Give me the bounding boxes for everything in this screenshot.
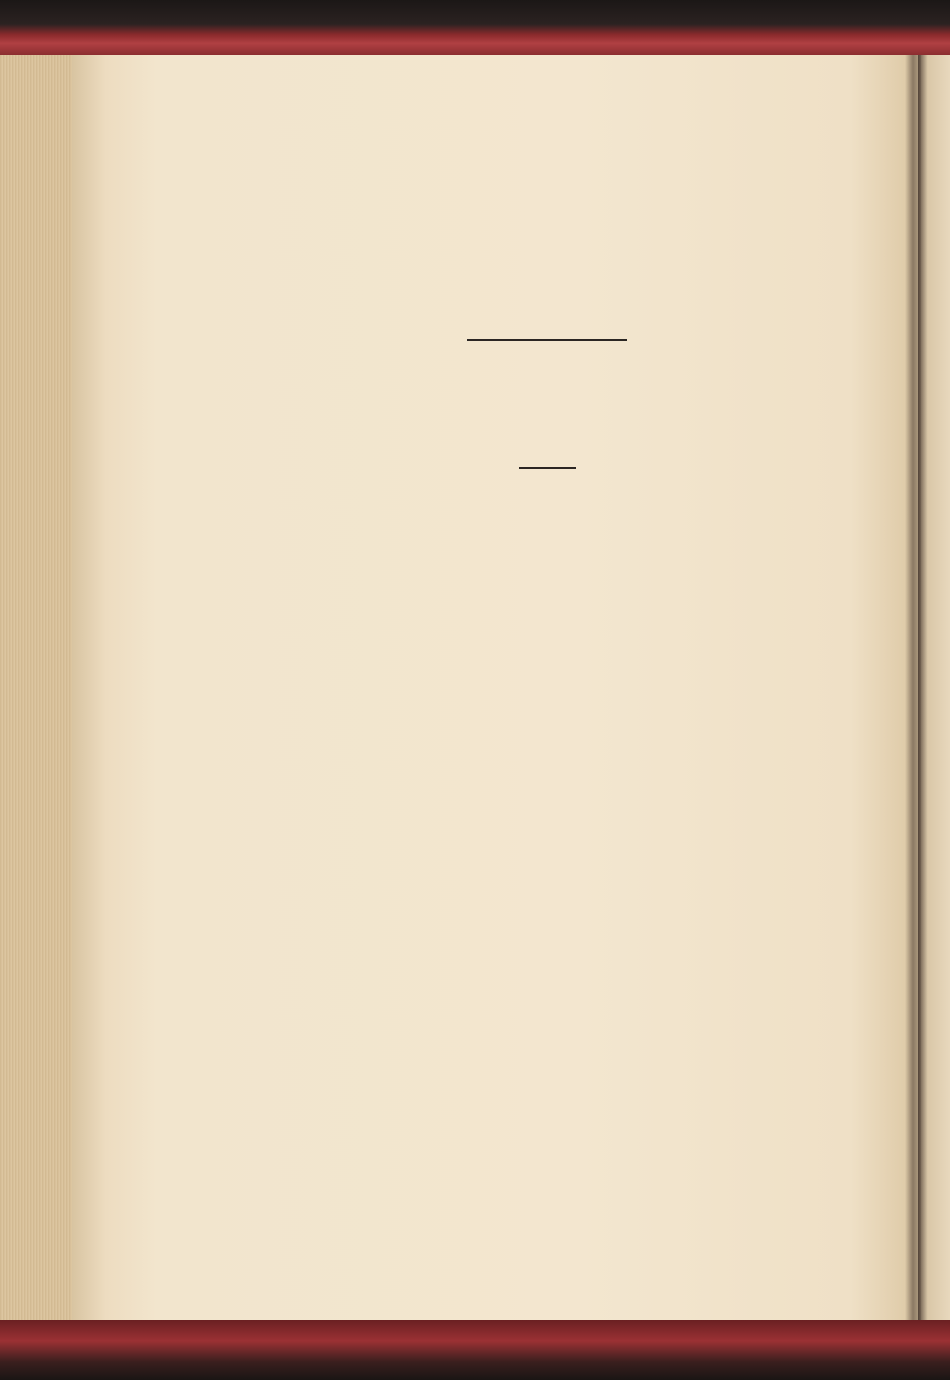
title-divider xyxy=(467,339,627,341)
staff-divider xyxy=(519,467,576,469)
